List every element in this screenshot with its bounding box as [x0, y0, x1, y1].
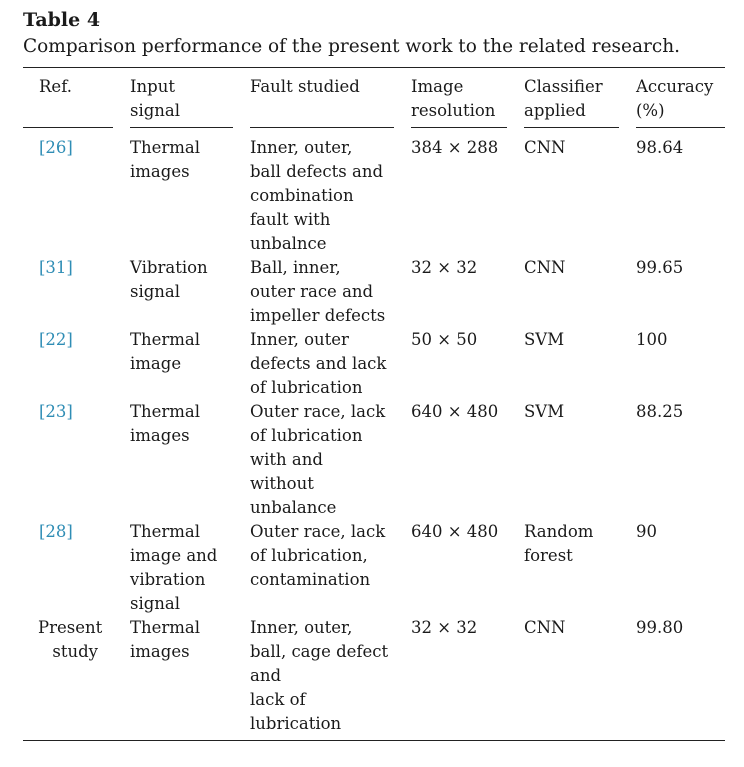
header-accuracy: Accuracy (%)	[636, 77, 714, 120]
table-cell-ref-link[interactable]: [28]	[39, 522, 73, 541]
table-cell-fault: Inner, outer defects and lack of lubrication	[250, 330, 387, 397]
table-cell-accuracy: 98.64	[636, 138, 684, 157]
table-cell-classifier: CNN	[524, 618, 566, 637]
table-cell-ref-link[interactable]: [26]	[39, 138, 73, 157]
table-caption: Comparison performance of the present work to the related research.	[23, 36, 681, 57]
table-cell-classifier: Random forest	[524, 522, 594, 565]
table-cell-accuracy: 100	[636, 330, 668, 349]
header-fault-studied: Fault studied	[250, 77, 360, 96]
table-top-rule	[23, 67, 725, 68]
table-cell-input: Thermal images	[130, 402, 201, 445]
table-cell-resolution: 640 × 480	[411, 522, 499, 541]
table-cell-fault: Inner, outer, ball defects and combination fault with unbalnce	[250, 138, 384, 253]
table-cell-accuracy: 90	[636, 522, 657, 541]
header-classifier-applied: Classifier applied	[524, 77, 603, 120]
table-cell-input: Vibration signal	[130, 258, 208, 301]
table-cell-input: Thermal image	[130, 330, 201, 373]
table-cell-fault: Outer race, lack of lubrication, contamination	[250, 522, 386, 589]
table-cell-classifier: SVM	[524, 330, 565, 349]
header-rule-segment	[250, 127, 394, 128]
table-cell-classifier: CNN	[524, 138, 566, 157]
table-cell-accuracy: 99.80	[636, 618, 684, 637]
table-cell-ref-link[interactable]: [22]	[39, 330, 73, 349]
table-cell-accuracy: 88.25	[636, 402, 684, 421]
table-cell-resolution: 32 × 32	[411, 618, 478, 637]
table-cell-fault: Inner, outer, ball, cage defect and lack of lubrication	[250, 618, 389, 733]
table-cell-resolution: 384 × 288	[411, 138, 499, 157]
table-cell-accuracy: 99.65	[636, 258, 684, 277]
header-rule-segment	[130, 127, 233, 128]
table-cell-fault: Ball, inner, outer race and impeller defects	[250, 258, 386, 325]
table-cell-input: Thermal image and vibration signal	[130, 522, 218, 613]
table-cell-input: Thermal images	[130, 138, 201, 181]
table-cell-classifier: SVM	[524, 402, 565, 421]
table-cell-resolution: 640 × 480	[411, 402, 499, 421]
header-rule-segment	[23, 127, 113, 128]
table-cell-resolution: 50 × 50	[411, 330, 478, 349]
table-cell-ref: Present study	[38, 618, 103, 661]
header-rule-segment	[636, 127, 725, 128]
header-image-resolution: Image resolution	[411, 77, 496, 120]
table-cell-input: Thermal images	[130, 618, 201, 661]
table-cell-fault: Outer race, lack of lubrication with and without unbalance	[250, 402, 386, 517]
table-cell-resolution: 32 × 32	[411, 258, 478, 277]
table-cell-classifier: CNN	[524, 258, 566, 277]
header-input-signal: Input signal	[130, 77, 181, 120]
table-cell-ref-link[interactable]: [23]	[39, 402, 73, 421]
header-ref: Ref.	[39, 77, 72, 96]
table-title: Table 4	[23, 9, 101, 31]
header-rule-segment	[524, 127, 619, 128]
table-bottom-rule	[23, 740, 725, 741]
table-cell-ref-link[interactable]: [31]	[39, 258, 73, 277]
header-rule-segment	[411, 127, 507, 128]
